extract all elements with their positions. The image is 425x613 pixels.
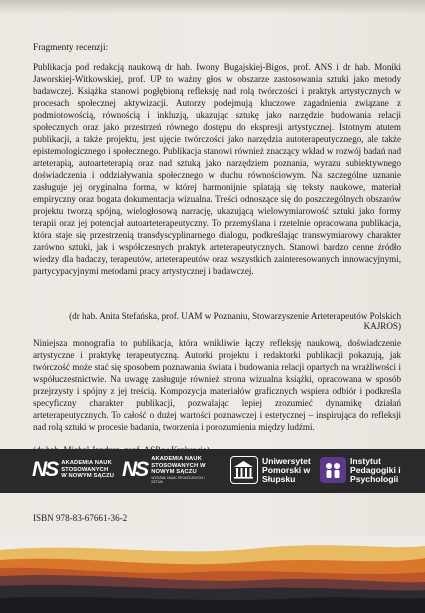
ans-mark-icon: NS bbox=[122, 458, 148, 481]
review-1-attribution: (dr hab. Anita Stefańska, prof. UAM w Poznaniu, Stowarzyszenie Arteterapeutów Polskich KAJROS) bbox=[69, 311, 401, 331]
review-2 bbox=[33, 337, 401, 433]
logo-ans-nowy-sacz bbox=[32, 454, 115, 486]
review-1 bbox=[33, 61, 401, 277]
logo-2-name: AKADEMIA NAUK STOSOWANYCH W NOWYM SĄCZU bbox=[151, 456, 206, 476]
logo-instytut-pedagogiki bbox=[320, 454, 422, 486]
institute-people-icon bbox=[320, 457, 346, 483]
reviews-heading: Fragmenty recenzji: bbox=[33, 43, 109, 53]
logo-2-sub: WYDZIAŁ NAUK SPOŁECZNYCH I SZTUKI bbox=[151, 475, 205, 484]
logo-ans-faculty bbox=[122, 454, 217, 486]
logo-uniwersytet-pomorski bbox=[230, 454, 318, 486]
cover-top-edge bbox=[0, 0, 425, 14]
logo-4-name: Instytut Pedagogiki i Psychologii bbox=[350, 455, 401, 484]
isbn-number: ISBN 978-83-67661-36-2 bbox=[33, 513, 128, 523]
university-building-icon bbox=[230, 456, 258, 484]
logo-3-name: Uniwersytet Pomorski w Słupsku bbox=[262, 455, 311, 484]
ans-mark-icon: NS bbox=[32, 458, 58, 481]
decorative-band bbox=[0, 536, 425, 613]
logo-1-name: AKADEMIA NAUK STOSOWANYCH W NOWYM SĄCZU bbox=[61, 460, 115, 480]
review-1-text: Publikacja pod redakcją naukową dr hab. Iwony Bugajskiej-Bigos, prof. ANS i dr hab. Moniki Jaworskiej-Witkowskiej, prof. UP to ważny głos w obszarze zastosowania sztuki jako metody badawczej. Książka stanowi pogłębioną refleksję nad rolą twórczości i praktyk artystycznych w procesach społecznej aktywizacji. Autorzy podejmują kluczowe zagadnienia związane z podmiotowością, równością i inkluzją, ukazując sztukę jako narzędzie budowania relacji społecznych oraz jako przestrzeń równego dostępu do ekspresji artystycznej. Istotnym atutem publikacji, a także projektu, jest ujęcie twórczości jako narzędzia autoterapeutycznego, ale także epistemologicznego i społecznego. Publikacja stanowi również znaczący wkład w rozwój badań nad arteterapią, autoarteterapią oraz nad sztuką jako narzędziem poznania, wyrazu subiektywnego doświadczenia i oddziaływania społecznego w duchu równościowym. Na szczególne uznanie zasługuje jej oryginalna forma, w której harmonijnie splatają się teksty naukowe, materiał empiryczny oraz bogata dokumentacja wizualna. Treści odnoszące się do poszczególnych obszarów projektu tworzą spójną, wielogłosową narrację, ukazującą wielowymiarowość sztuki jako formy terapii oraz jej potencjał autoarteterapeutyczny. To przemyślana i rzetelnie opracowana publikacja, która staje się przestrzenią transdyscyplinarnego dialogu, podkreślając transwymiarowy charakter zarówno sztuki, jak i współczesnych praktyk arteterapeutycznych. Stanowi bardzo cenne źródło wiedzy dla badaczy, terapeutów, arteterapeutów oraz wszystkich zainteresowanych innowacyjnymi, partycypacyjnymi metodami pracy artystycznej i badawczej. bbox=[33, 62, 401, 276]
review-2-text: Niniejsza monografia to publikacja, która wnikliwie łączy refleksję naukową, doświadczenie artystyczne i praktykę terapeutyczną. Autorki projektu i redaktorki publikacji pokazują, jak twórczość może stać się sposobem poznawania świata i budowania relacji opartych na wrażliwości i współuczestnictwie. Na uwagę zasługuje również strona wizualna książki, opracowana w sposób przejrzysty i spójny z jej treścią. Kompozycja materiałów graficznych wspiera odbiór i podkreśla specyficzny charakter publikacji, pozwalając lepiej zrozumieć dynamikę działań arteterapeutycznych. To całość o dużej wartości poznawczej i estetycznej – inspirująca do refleksji nad rolą sztuki w procesie badania, tworzenia i porozumienia między ludźmi. bbox=[33, 338, 401, 432]
